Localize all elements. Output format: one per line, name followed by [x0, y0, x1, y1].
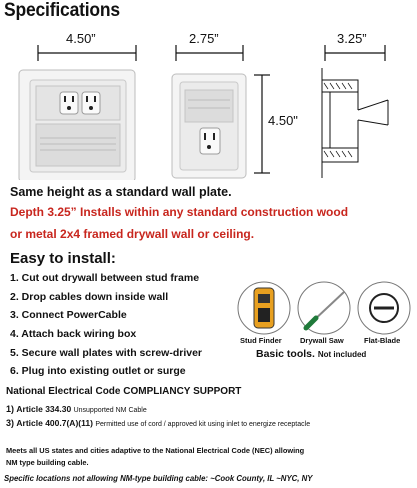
- headline: Same height as a standard wall plate.: [10, 185, 232, 199]
- install-step-2: 2. Drop cables down inside wall: [10, 291, 169, 303]
- depth-label: 3.25”: [337, 31, 367, 46]
- flat-blade-icon: [358, 282, 410, 334]
- depth-line-1: Depth 3.25” Installs within any standard construction wood: [10, 205, 349, 219]
- nec-item-1-article: Article 334.30: [16, 404, 72, 414]
- product-diagram: [0, 0, 417, 180]
- basic-tools-note: [256, 348, 366, 360]
- width-double-label: 4.50”: [66, 31, 96, 46]
- footer-line-2: NM type building cable.: [6, 458, 89, 467]
- width-single-label: 2.75”: [189, 31, 219, 46]
- nec-item-3-desc: Permitted use of cord / approved kit using inlet to energize receptacle: [95, 421, 311, 428]
- page-title: Specifications: [4, 0, 120, 21]
- single-outlet-plate: [172, 74, 246, 178]
- stud-finder-icon: [238, 282, 290, 334]
- install-step-4: 4. Attach back wiring box: [10, 328, 137, 340]
- install-step-5: 5. Secure wall plates with screw-driver: [10, 347, 202, 359]
- install-step-6: 6. Plug into existing outlet or surge: [10, 365, 186, 377]
- nec-item-3-num: 3): [6, 418, 15, 428]
- basic-tools-label: Basic tools.: [256, 348, 315, 360]
- side-profile-drawing: [322, 68, 388, 178]
- height-label: 4.50": [268, 113, 298, 128]
- drywall-saw-icon: [298, 282, 350, 334]
- nec-item-3-article: Article 400.7(A)(11): [16, 418, 93, 428]
- footer-line-1: Meets all US states and cities adaptive to the National Electrical Code (NEC) allowing: [6, 446, 305, 455]
- depth-line-2: or metal 2x4 framed drywall wall or ceiling.: [10, 227, 255, 241]
- double-outlet-plate: [19, 70, 135, 180]
- tool-label-stud-finder: Stud Finder: [240, 336, 282, 345]
- not-included-label: Not included: [317, 350, 367, 359]
- nec-item-1-num: 1): [6, 404, 15, 414]
- tool-label-drywall-saw: Drywall Saw: [300, 336, 344, 345]
- install-step-3: 3. Connect PowerCable: [10, 309, 127, 321]
- install-step-1: 1. Cut out drywall between stud frame: [10, 272, 200, 284]
- footer-line-3: Specific locations not allowing NM-type building cable: ~Cook County, IL ~NYC, NY: [4, 474, 313, 483]
- nec-item-3: [6, 418, 310, 428]
- tool-label-flat-blade: Flat-Blade: [364, 336, 401, 345]
- install-title: Easy to install:: [10, 250, 116, 267]
- nec-item-1: [6, 404, 147, 414]
- nec-title: National Electrical Code COMPLIANCY SUPPORT: [6, 386, 242, 397]
- tools-illustration: [236, 278, 416, 338]
- nec-item-1-desc: Unsupported NM Cable: [73, 407, 147, 414]
